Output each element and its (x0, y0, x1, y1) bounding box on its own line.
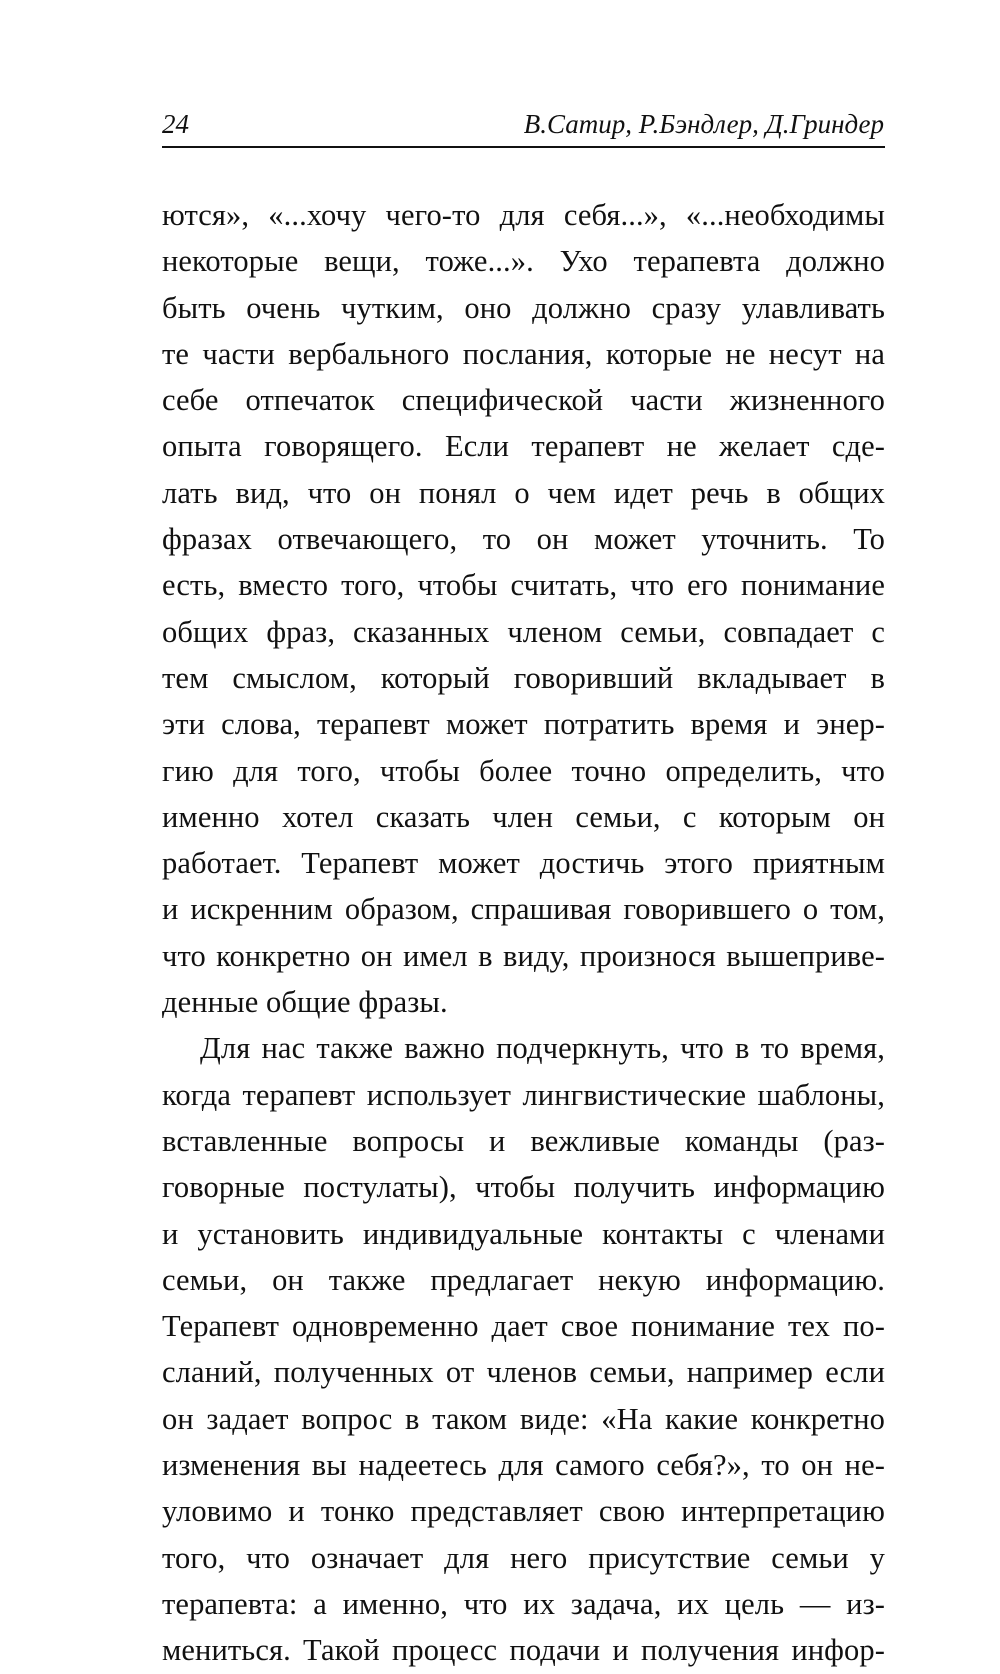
text-line: сланий, полученных от членов семьи, например если (162, 1355, 885, 1390)
text-line: некоторые вещи, тоже...». Ухо терапевта должно (162, 244, 885, 279)
body-text (162, 192, 885, 1674)
text-line: что конкретно он имел в виду, произнося вышеприве- (162, 938, 885, 973)
text-line: терапевта: а именно, что их задача, их цель — из- (162, 1586, 885, 1621)
text-line: говорные постулаты), чтобы получить информацию (162, 1170, 885, 1205)
page-number: 24 (162, 109, 189, 139)
text-line: когда терапевт использует лингвистические шаблоны, (162, 1077, 885, 1112)
text-line: того, что означает для него присутствие семьи у (162, 1540, 885, 1575)
text-line: фразах отвечающего, то он может уточнить. То (162, 522, 885, 557)
text-line: ются», «...хочу чего-то для себя...», «...необходимы (162, 198, 885, 232)
paragraph-end-line: денные общие фразы. (162, 985, 448, 1020)
running-head-authors: В.Сатир, Р.Бэндлер, Д.Гриндер (523, 109, 884, 139)
text-line: мениться. Такой процесс подачи и получения инфор- (162, 1633, 885, 1668)
text-line: Терапевт одновременно дает свое понимание тех по- (162, 1309, 885, 1344)
paragraph-start-line: Для нас также важно подчеркнуть, что в то время, (200, 1031, 885, 1066)
text-line: именно хотел сказать член семьи, с которым он (162, 799, 885, 834)
text-line: эти слова, терапевт может потратить время и энер- (162, 707, 885, 742)
text-line: лать вид, что он понял о чем идет речь в общих (162, 475, 885, 510)
text-line: и искренним образом, спрашивая говорившего о том, (162, 892, 885, 927)
text-line: он задает вопрос в таком виде: «На какие конкретно (162, 1401, 885, 1436)
text-line: те части вербального послания, которые не несут на (162, 336, 885, 371)
text-line: уловимо и тонко представляет свою интерпретацию (162, 1494, 885, 1529)
text-line: есть, вместо того, чтобы считать, что его понимание (162, 568, 885, 603)
text-line: и установить индивидуальные контакты с членами (162, 1216, 885, 1251)
running-head (162, 104, 884, 144)
header-rule (162, 146, 885, 148)
text-line: тем смыслом, который говоривший вкладывает в (162, 660, 885, 695)
text-line: изменения вы надеетесь для самого себя?», то он не- (162, 1448, 885, 1483)
text-line: общих фраз, сказанных членом семьи, совпадает с (162, 614, 885, 649)
text-line: гию для того, чтобы более точно определить, что (162, 753, 885, 788)
text-line: себе отпечаток специфической части жизненного (162, 383, 885, 418)
text-line: вставленные вопросы и вежливые команды (раз- (162, 1123, 885, 1158)
text-line: быть очень чутким, оно должно сразу улавливать (162, 290, 885, 325)
text-line: опыта говорящего. Если терапевт не желает сде- (162, 429, 885, 464)
text-line: семьи, он также предлагает некую информацию. (162, 1262, 885, 1297)
text-line: работает. Терапевт может достичь этого приятным (162, 846, 885, 881)
